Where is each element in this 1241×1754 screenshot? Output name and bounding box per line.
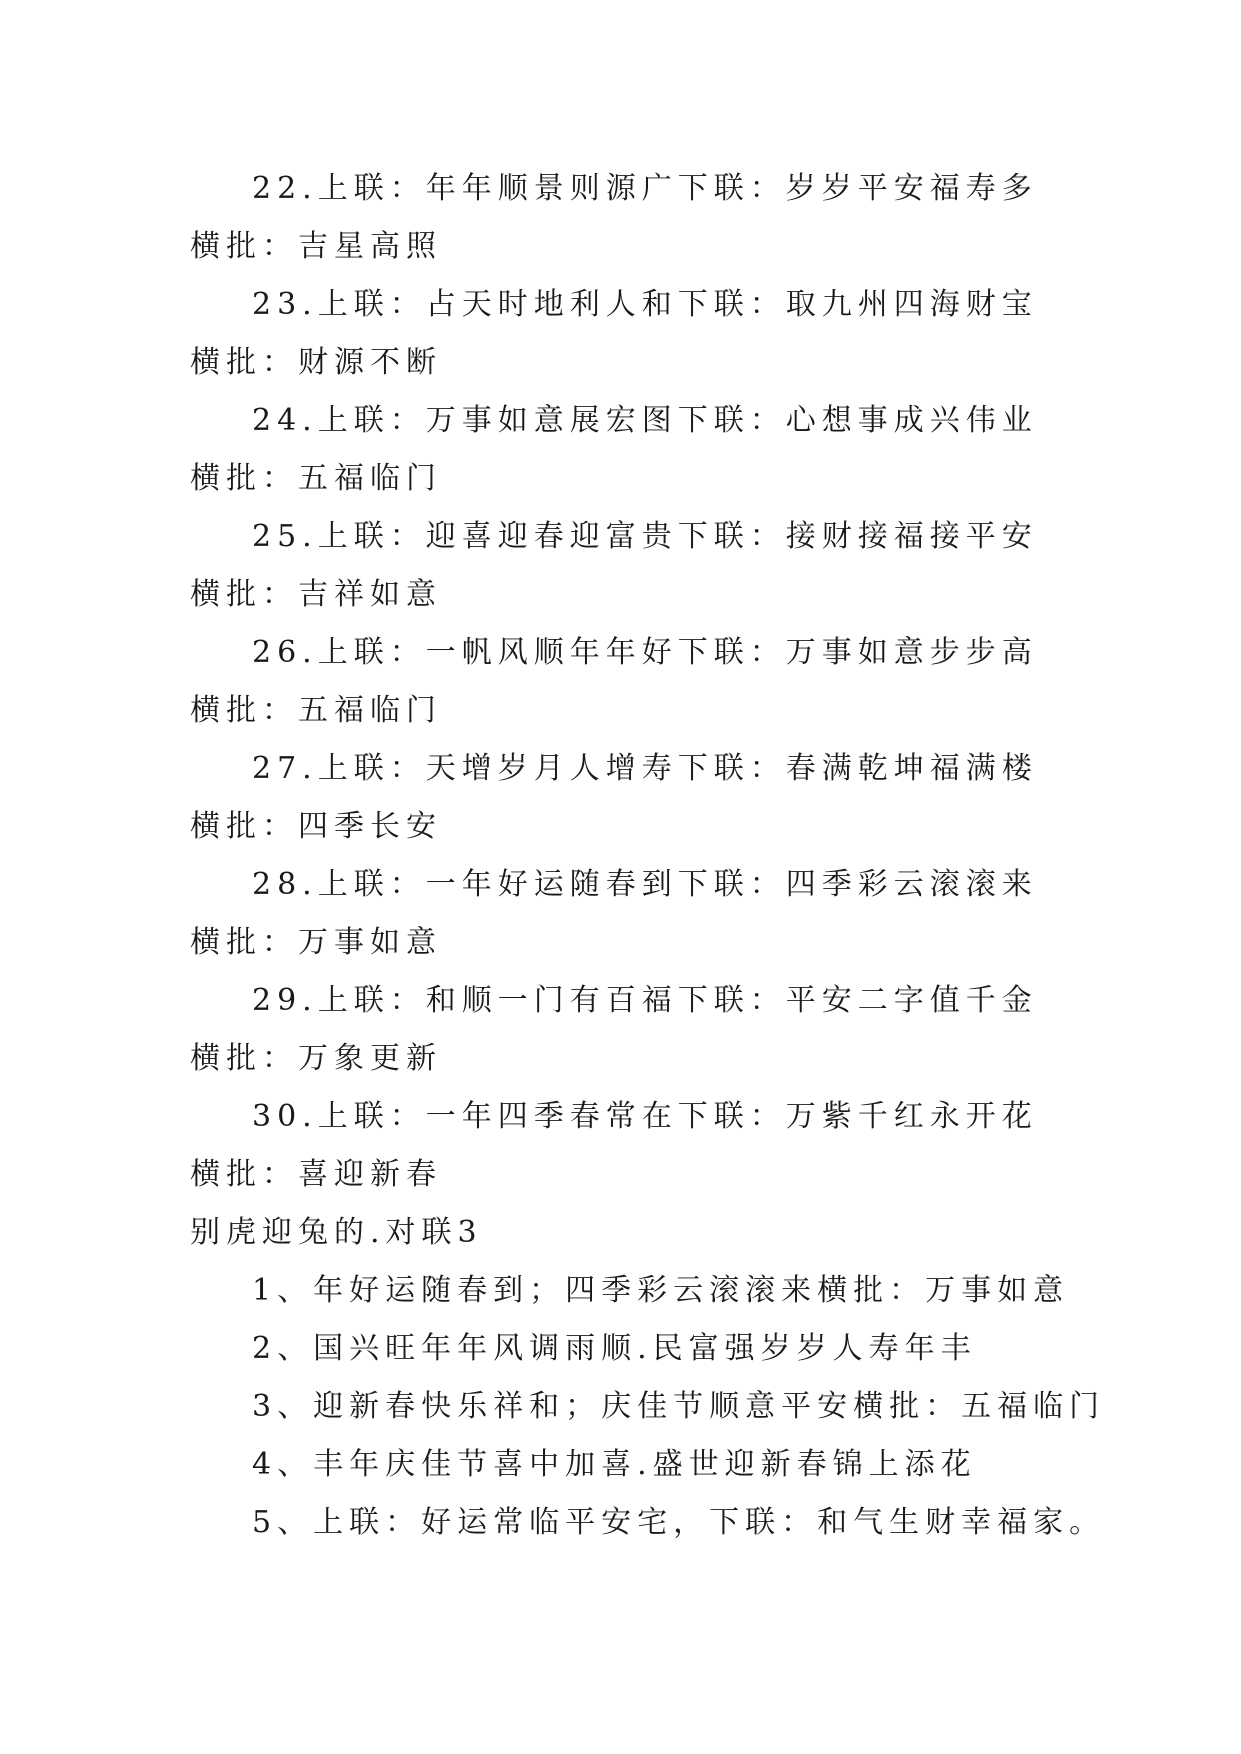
document-body (190, 160, 1106, 1552)
couplet-paragraph-24: 24.上联：万事如意展宏图下联：心想事成兴伟业横批：五福临门 (190, 403, 1038, 496)
couplet-paragraph-26: 26.上联：一帆风顺年年好下联：万事如意步步高横批：五福临门 (190, 635, 1038, 728)
couplet-item-3: 3、迎新春快乐祥和；庆佳节顺意平安横批：五福临门 (252, 1389, 1106, 1424)
section-heading: 别虎迎兔的.对联3 (190, 1215, 483, 1250)
couplet-paragraph-29: 29.上联：和顺一门有百福下联：平安二字值千金横批：万象更新 (190, 983, 1038, 1076)
couplet-item-1: 1、年好运随春到；四季彩云滚滚来横批：万事如意 (252, 1273, 1070, 1308)
couplet-paragraph-27: 27.上联：天增岁月人增寿下联：春满乾坤福满楼横批：四季长安 (190, 751, 1038, 844)
couplet-item-2: 2、国兴旺年年风调雨顺.民富强岁岁人寿年丰 (252, 1331, 977, 1366)
couplet-paragraph-28: 28.上联：一年好运随春到下联：四季彩云滚滚来横批：万事如意 (190, 867, 1038, 960)
couplet-paragraph-30: 30.上联：一年四季春常在下联：万紫千红永开花横批：喜迎新春 (190, 1099, 1038, 1192)
couplet-paragraph-25: 25.上联：迎喜迎春迎富贵下联：接财接福接平安横批：吉祥如意 (190, 519, 1038, 612)
couplet-item-5: 5、上联：好运常临平安宅，下联：和气生财幸福家。 (252, 1505, 1106, 1540)
couplet-item-4: 4、丰年庆佳节喜中加喜.盛世迎新春锦上添花 (252, 1447, 977, 1482)
couplet-paragraph-22: 22.上联：年年顺景则源广下联：岁岁平安福寿多横批：吉星高照 (190, 171, 1038, 264)
couplet-paragraph-23: 23.上联：占天时地利人和下联：取九州四海财宝横批：财源不断 (190, 287, 1038, 380)
